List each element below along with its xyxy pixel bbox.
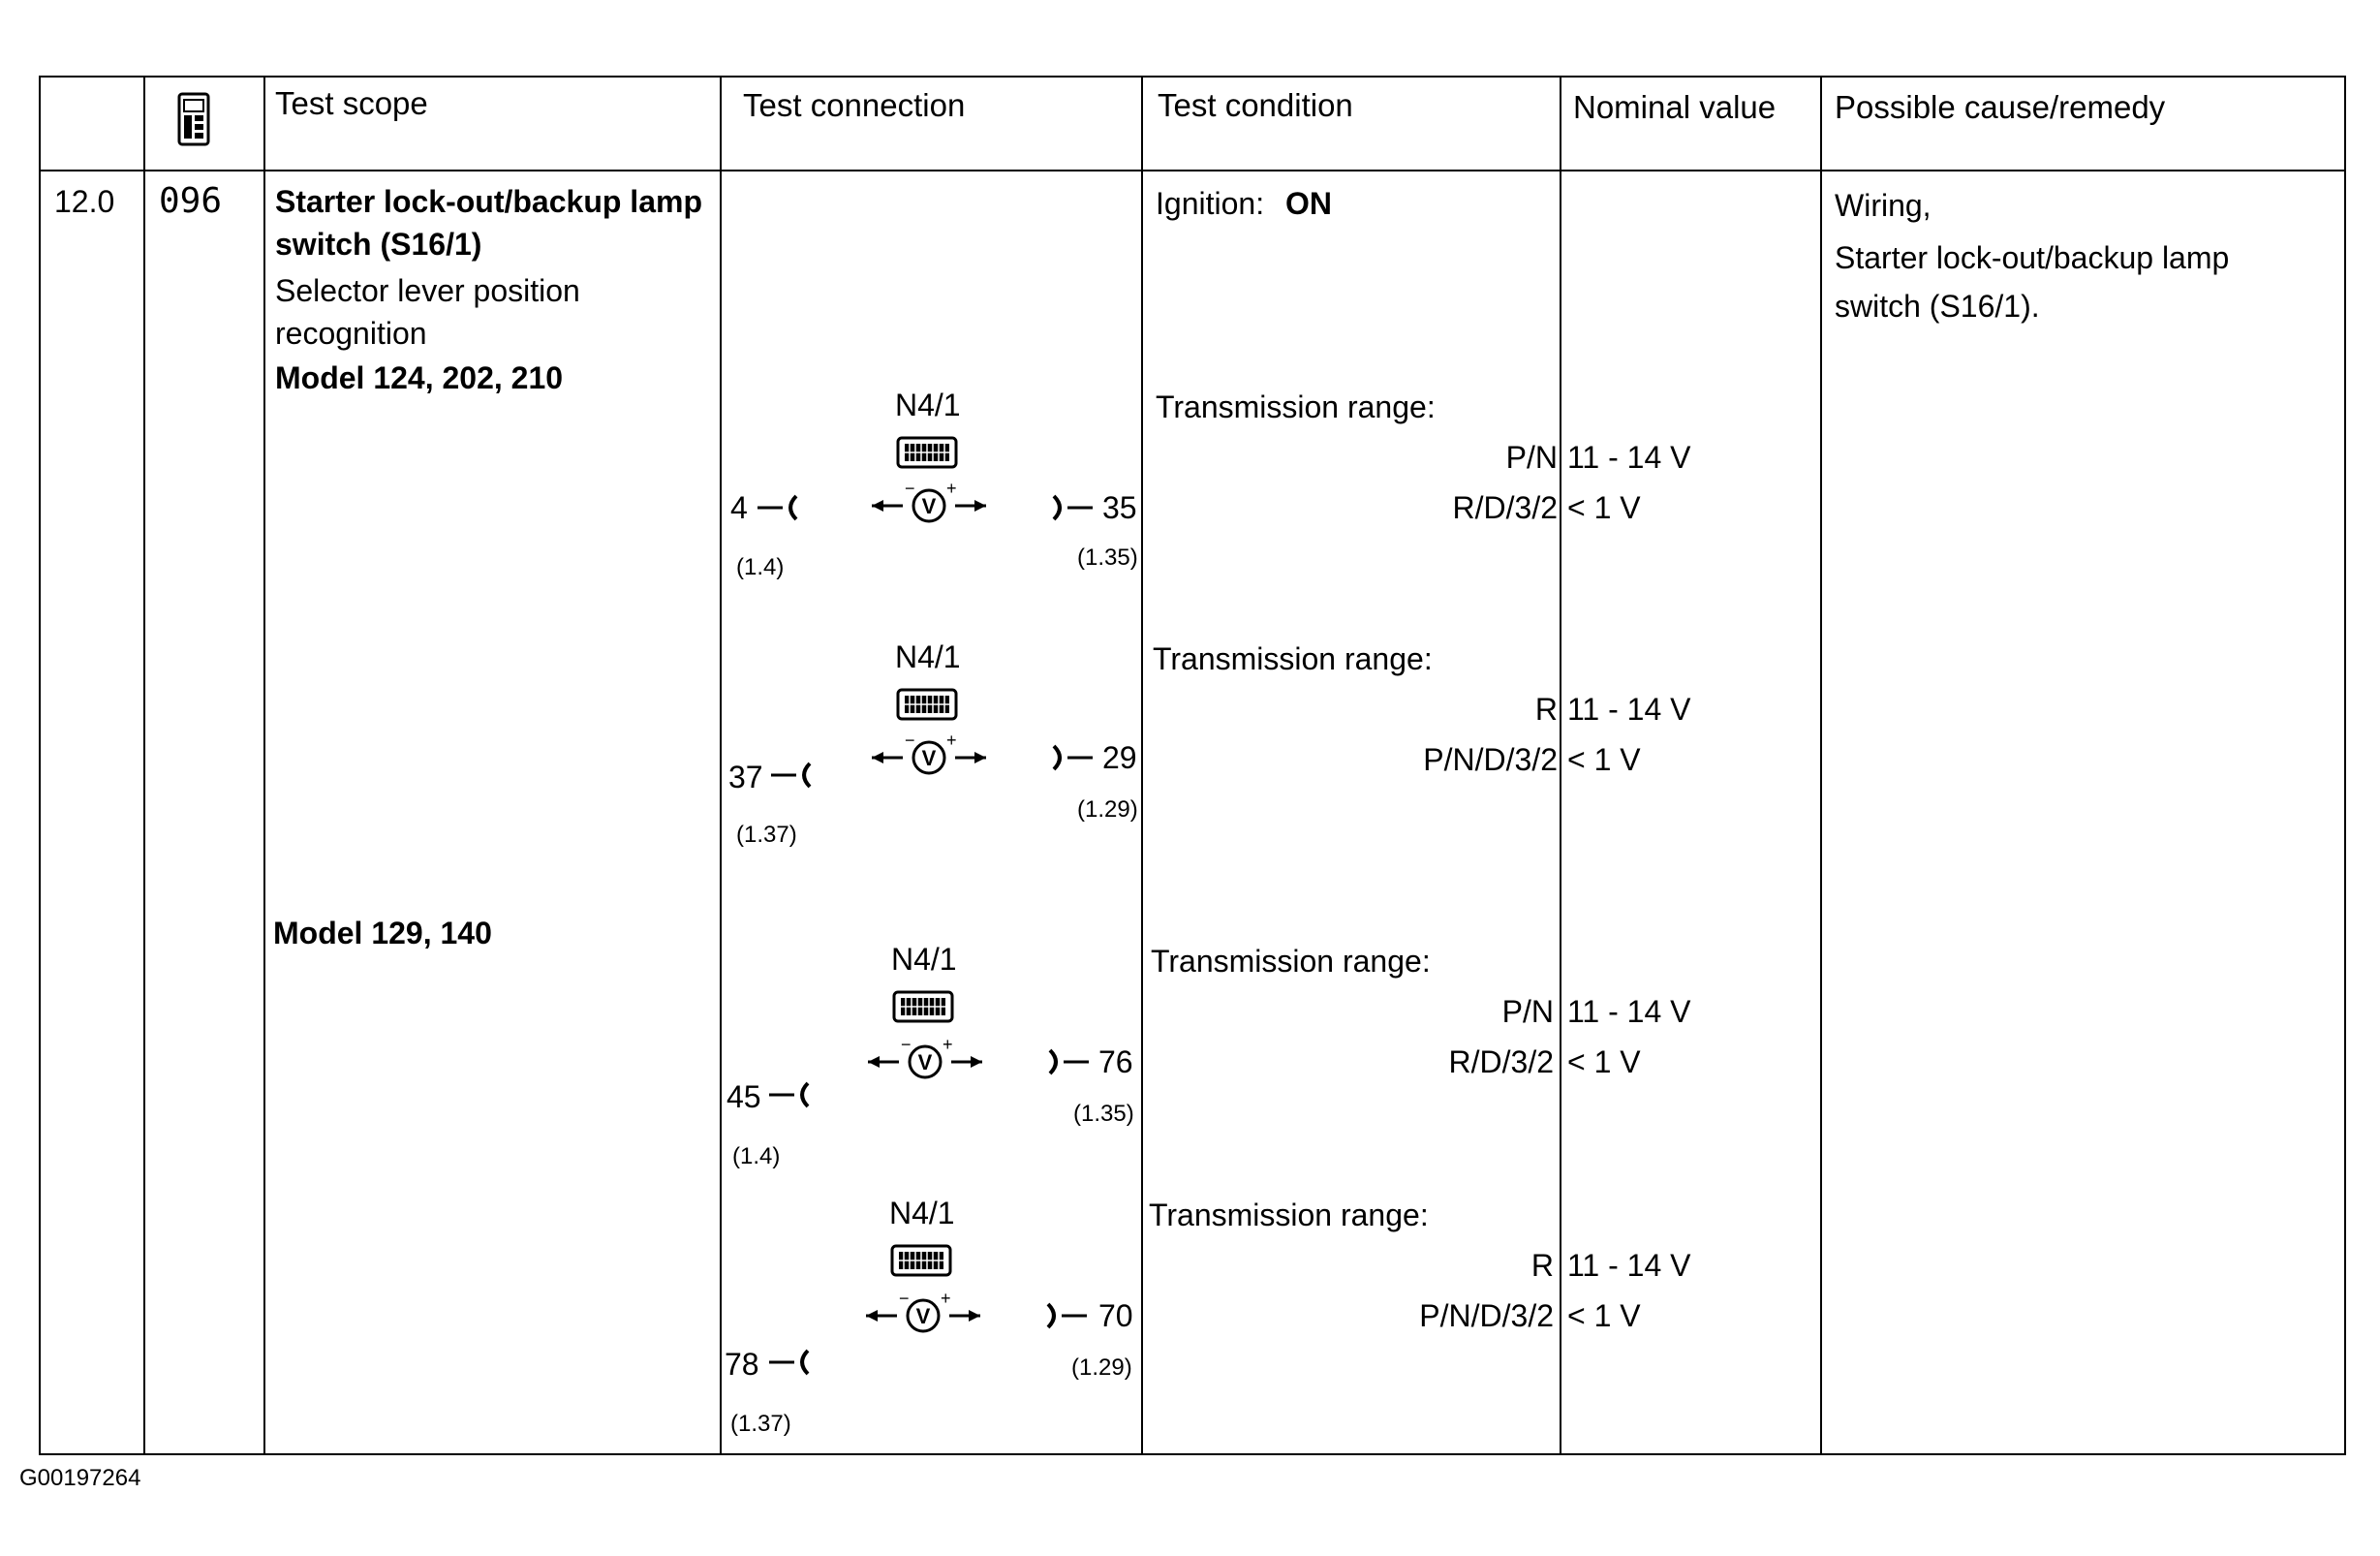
col-divider [1560,76,1561,1455]
control-unit-icon [890,1244,954,1284]
range-label: Transmission range: [1153,641,1433,676]
range-position-1: R [1534,692,1558,727]
pin-left: 78 [725,1347,759,1382]
nominal-value-2: < 1 V [1567,490,1641,525]
svg-text:V: V [915,1304,931,1328]
pin-left-note: (1.37) [730,1411,791,1437]
ecu-label: N4/1 [895,388,961,422]
control-unit-icon [896,688,960,728]
pin-right: 35 [1102,490,1137,525]
nominal-value-2: < 1 V [1567,1044,1641,1079]
test-code: 096 [159,181,223,221]
pin-left-note: (1.37) [736,822,797,848]
figure-id: G00197264 [19,1465,141,1491]
header-nominal-value: Nominal value [1573,89,1777,125]
pin-left: 4 [730,490,748,525]
header-test-scope: Test scope [275,85,428,121]
plug-left-icon [765,1347,816,1383]
range-position-1: R [1530,1248,1554,1283]
range-position-2: P/N/D/3/2 [1419,1298,1554,1333]
plug-left-icon [765,1079,816,1115]
col-divider [1820,76,1822,1455]
remedy-line2: Starter lock-out/backup lamp [1835,240,2230,275]
ignition-label: Ignition: [1156,186,1265,221]
pin-right-note: (1.29) [1077,796,1138,823]
pin-left-note: (1.4) [732,1143,781,1169]
range-label: Transmission range: [1151,944,1431,979]
col-divider [263,76,265,1455]
col-divider [720,76,722,1455]
range-position-1: P/N [1501,994,1554,1029]
col-divider [143,76,145,1455]
svg-text:V: V [921,494,937,518]
scope-subtitle-line1: Selector lever position [275,273,580,308]
pin-right: 70 [1098,1298,1133,1333]
plug-left-icon [767,760,818,795]
svg-text:−: − [905,481,915,498]
voltmeter-icon [864,1291,982,1338]
range-position-2: P/N/D/3/2 [1423,742,1558,777]
scope-subtitle-line2: recognition [275,316,427,351]
svg-text:+: + [943,1037,953,1054]
svg-text:V: V [917,1050,933,1074]
nominal-value-1: 11 - 14 V [1567,692,1691,727]
pin-right: 29 [1102,740,1137,775]
remedy-line1: Wiring, [1835,188,1932,223]
header-test-condition: Test condition [1158,87,1353,123]
pin-left: 45 [726,1079,761,1114]
remedy-line3: switch (S16/1). [1835,289,2040,324]
nominal-value-1: 11 - 14 V [1567,440,1691,475]
plug-right-icon [1040,1300,1091,1336]
pin-right-note: (1.29) [1071,1354,1132,1381]
model-group-a: Model 124, 202, 210 [275,360,564,395]
voltmeter-icon [870,732,988,780]
pin-right-note: (1.35) [1077,545,1138,571]
plug-right-icon [1046,742,1097,778]
step-number: 12.0 [54,184,115,219]
ecu-label: N4/1 [889,1196,955,1230]
range-position-1: P/N [1505,440,1558,475]
svg-text:−: − [901,1037,912,1054]
range-position-2: R/D/3/2 [1448,1044,1554,1079]
voltmeter-icon [870,481,988,528]
nominal-value-2: < 1 V [1567,742,1641,777]
pin-right-note: (1.35) [1073,1101,1134,1127]
voltmeter-icon [866,1037,984,1084]
control-unit-icon [892,990,956,1030]
scope-title-line1: Starter lock-out/backup lamp [275,184,702,219]
ecu-label: N4/1 [891,942,957,977]
svg-text:+: + [946,481,957,498]
header-divider [39,170,2346,171]
ignition-value: ON [1285,186,1332,221]
svg-text:−: − [899,1291,910,1308]
plug-left-icon [754,492,804,528]
nominal-value-1: 11 - 14 V [1567,1248,1691,1283]
col-divider [1141,76,1143,1455]
svg-text:+: + [946,732,957,750]
range-label: Transmission range: [1149,1198,1429,1232]
plug-right-icon [1046,492,1097,528]
nominal-value-1: 11 - 14 V [1567,994,1691,1029]
pin-left: 37 [728,760,763,794]
pin-right: 76 [1098,1044,1133,1079]
range-position-2: R/D/3/2 [1452,490,1558,525]
ecu-label: N4/1 [895,639,961,674]
nominal-value-2: < 1 V [1567,1298,1641,1333]
svg-text:−: − [905,732,915,750]
plug-right-icon [1042,1046,1093,1082]
svg-text:+: + [941,1291,951,1308]
range-label: Transmission range: [1156,389,1436,424]
scope-title-line2: switch (S16/1) [275,227,482,262]
control-unit-icon [896,436,960,476]
model-group-b: Model 129, 140 [273,916,492,950]
diagnostic-tester-icon [175,92,214,153]
pin-left-note: (1.4) [736,554,785,580]
header-test-connection: Test connection [743,87,966,123]
header-possible-cause: Possible cause/remedy [1835,89,2166,125]
svg-text:V: V [921,746,937,770]
